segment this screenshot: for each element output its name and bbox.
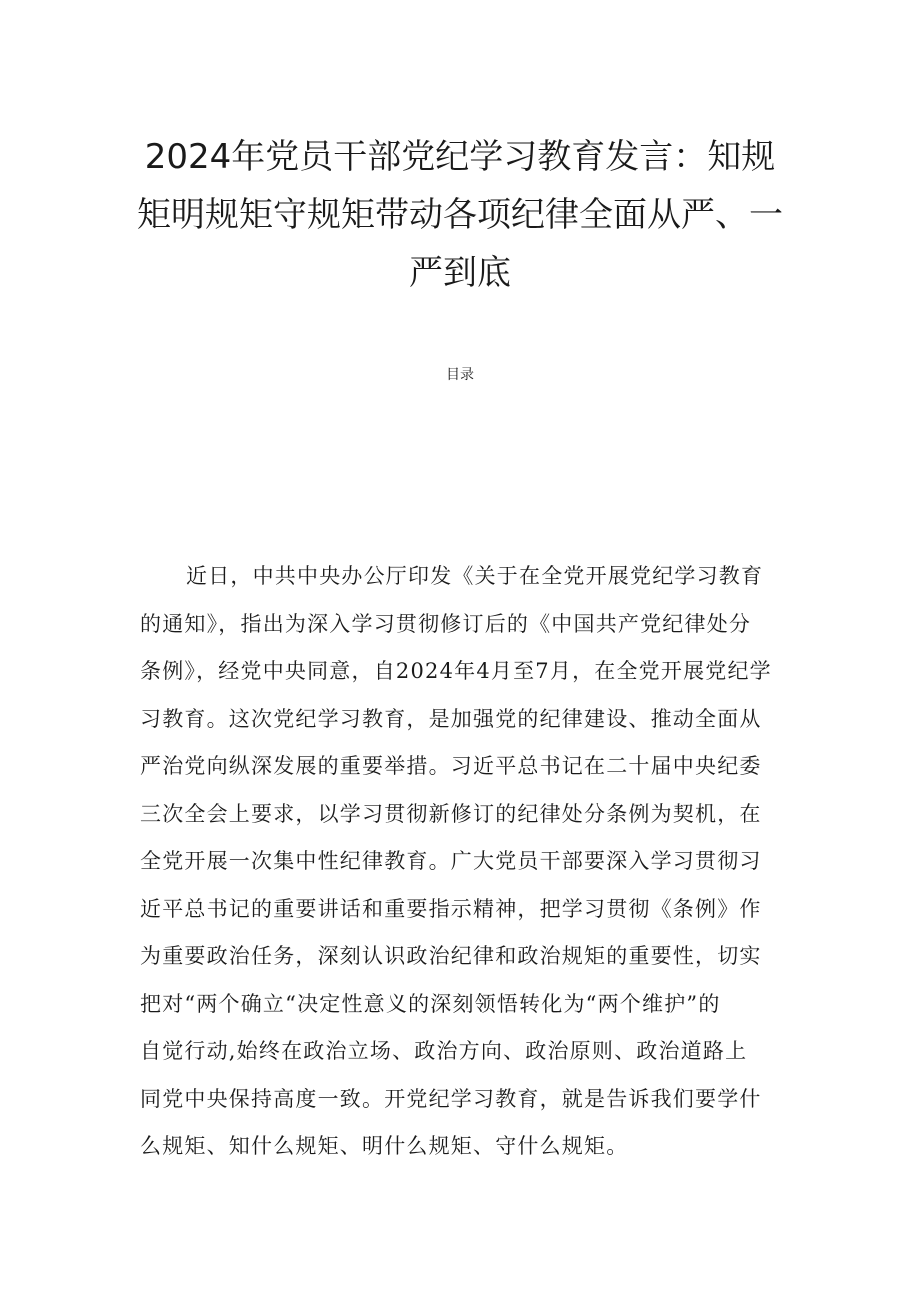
paragraph-line: 为重要政治任务，深刻认识政治纪律和政治规矩的重要性，切实: [140, 944, 762, 968]
paragraph-line: 条例》，经党中央同意，自2024年4月至7月，在全党开展党纪学: [140, 659, 772, 683]
title-line: 矩明规矩守规矩带动各项纪律全面从严、一: [137, 195, 783, 235]
paragraph-line: 把对“两个确立“决定性意义的深刻领悟转化为“两个维护”的: [140, 991, 721, 1016]
paragraph-line: 近日，中共中央办公厅印发《关于在全党开展党纪学习教育: [186, 564, 764, 588]
paragraph-line: 的通知》，指出为深入学习贯彻修订后的《中国共产党纪律处分: [140, 611, 752, 636]
toc-label: 目录: [446, 367, 474, 383]
title-line: 2024年党员干部党纪学习教育发言：知规: [144, 137, 776, 177]
paragraph-line: 同党中央保持高度一致。开党纪学习教育，就是告诉我们要学什: [140, 1086, 762, 1111]
paragraph-line: 自觉行动,始终在政治立场、政治方向、政治原则、政治道路上: [140, 1039, 748, 1063]
paragraph-line: 全党开展一次集中性纪律教育。广大党员干部要深入学习贯彻习: [140, 849, 762, 873]
document-title: [130, 128, 790, 302]
paragraph-line: 近平总书记的重要讲话和重要指示精神，把学习贯彻《条例》作: [140, 896, 762, 921]
paragraph-line: 习教育。这次党纪学习教育，是加强党的纪律建设、推动全面从: [140, 706, 762, 731]
title-line: 严到底: [409, 253, 511, 293]
paragraph-line: 么规矩、知什么规矩、明什么规矩、守什么规矩。: [140, 1134, 629, 1158]
body-paragraph: [140, 553, 790, 1171]
paragraph-line: 严治党向纵深发展的重要举措。习近平总书记在二十届中央纪委: [140, 754, 762, 778]
paragraph-line: 三次全会上要求，以学习贯彻新修订的纪律处分条例为契机，在: [140, 801, 762, 826]
